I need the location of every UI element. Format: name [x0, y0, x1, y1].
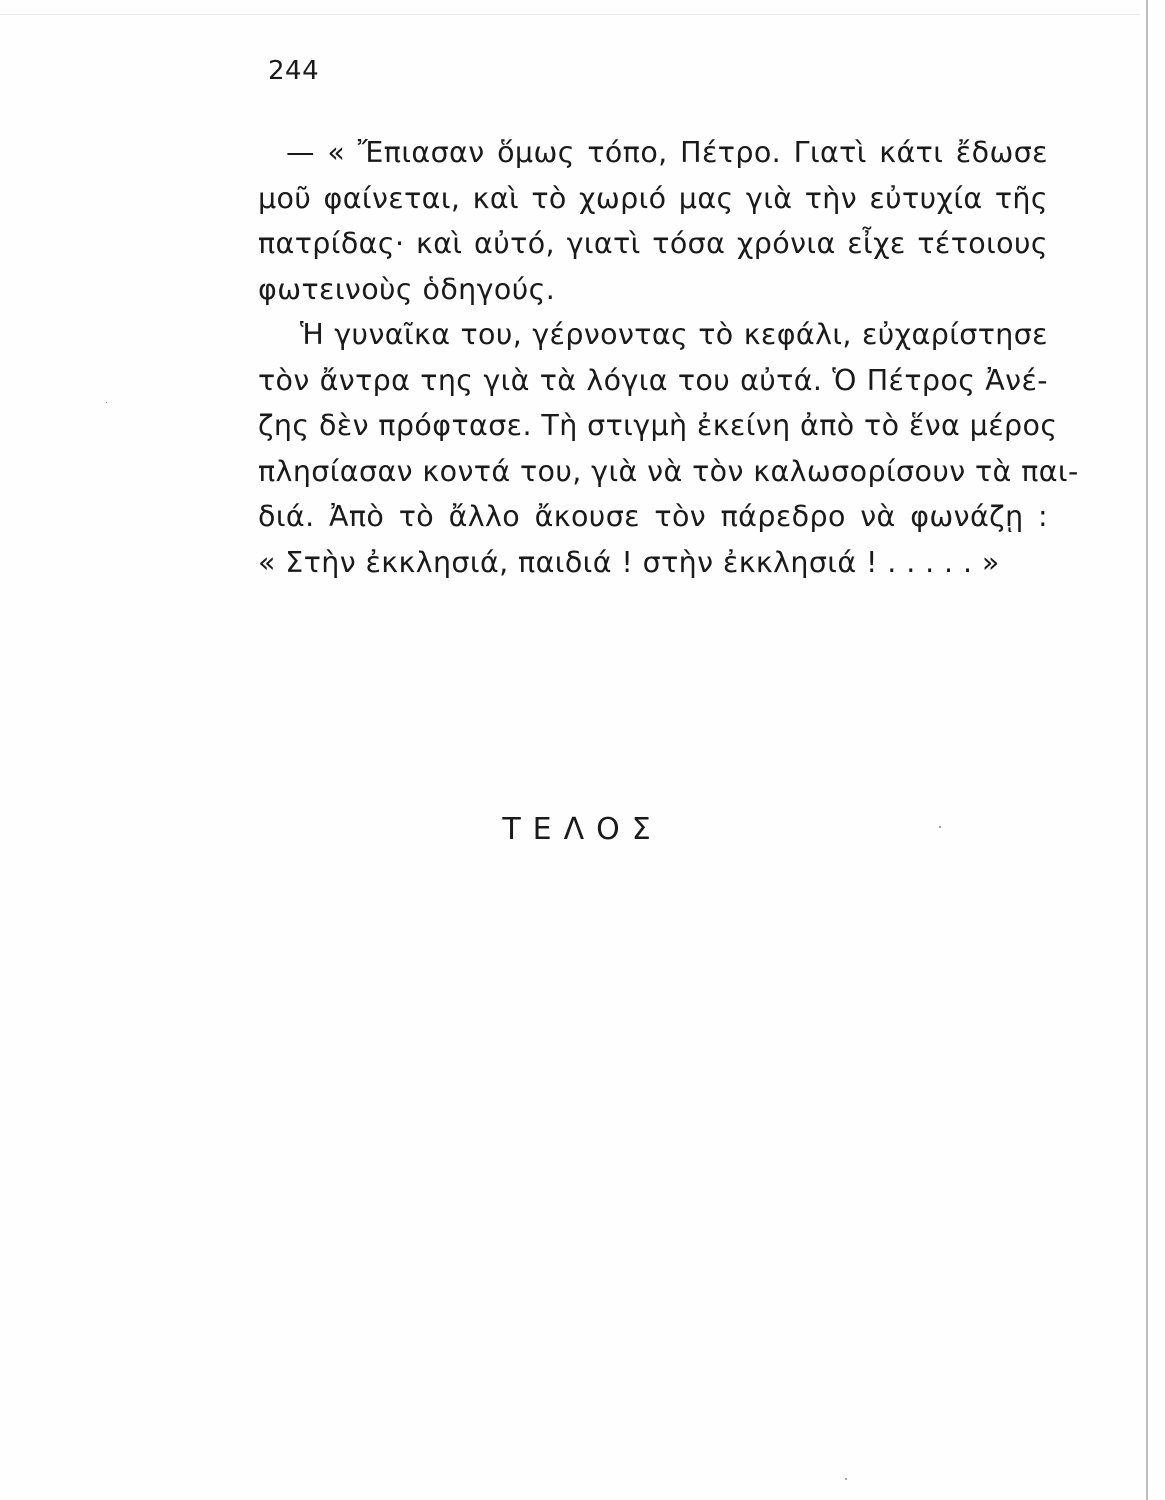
scan-speck [939, 826, 941, 828]
text-line: πλησίασαν κοντά του, γιὰ νὰ τὸν καλωσορίσουν τὰ παι- [258, 454, 1079, 488]
text-line: φωτεινοὺς ὁδηγούς. [258, 272, 556, 306]
text-line: διά. Ἀπὸ τὸ ἄλλο ἄκουσε τὸν πάρεδρο νὰ φωνάζῃ : [258, 500, 1048, 533]
scan-edge-right [1146, 0, 1148, 1500]
text-line: ζης δὲν πρόφτασε. Τὴ στιγμὴ ἐκείνη ἀπὸ τὸ ἕνα μέρος [258, 409, 1058, 442]
text-line: — « Ἔπιασαν ὅμως τόπο, Πέτρο. Γιατὶ κάτι ἔδωσε [286, 136, 1048, 169]
scan-speck [845, 1478, 847, 1480]
page-number: 244 [268, 56, 320, 86]
scan-edge-top [0, 14, 1140, 15]
text-line: « Στὴν ἐκκλησιά, παιδιά ! στὴν ἐκκλησιά ! . . . . . » [258, 545, 1000, 579]
scan-speck [106, 402, 107, 403]
body-text [258, 130, 1079, 585]
paragraph-narrative [258, 312, 1079, 585]
end-mark: ΤΕΛΟΣ [502, 812, 663, 847]
text-line: πατρίδας· καὶ αὐτό, γιατὶ τόσα χρόνια εἶχε τέτοιους [258, 227, 1048, 260]
text-line: τὸν ἄντρα της γιὰ τὰ λόγια του αὐτά. Ὁ Πέτρος Ἀνέ- [258, 363, 1048, 397]
text-line: Ἡ γυναῖκα του, γέρνοντας τὸ κεφάλι, εὐχαρίστησε [300, 318, 1048, 351]
text-line: μοῦ φαίνεται, καὶ τὸ χωριό μας γιὰ τὴν εὐτυχία τῆς [258, 181, 1048, 215]
paragraph-dialog [258, 130, 1048, 312]
